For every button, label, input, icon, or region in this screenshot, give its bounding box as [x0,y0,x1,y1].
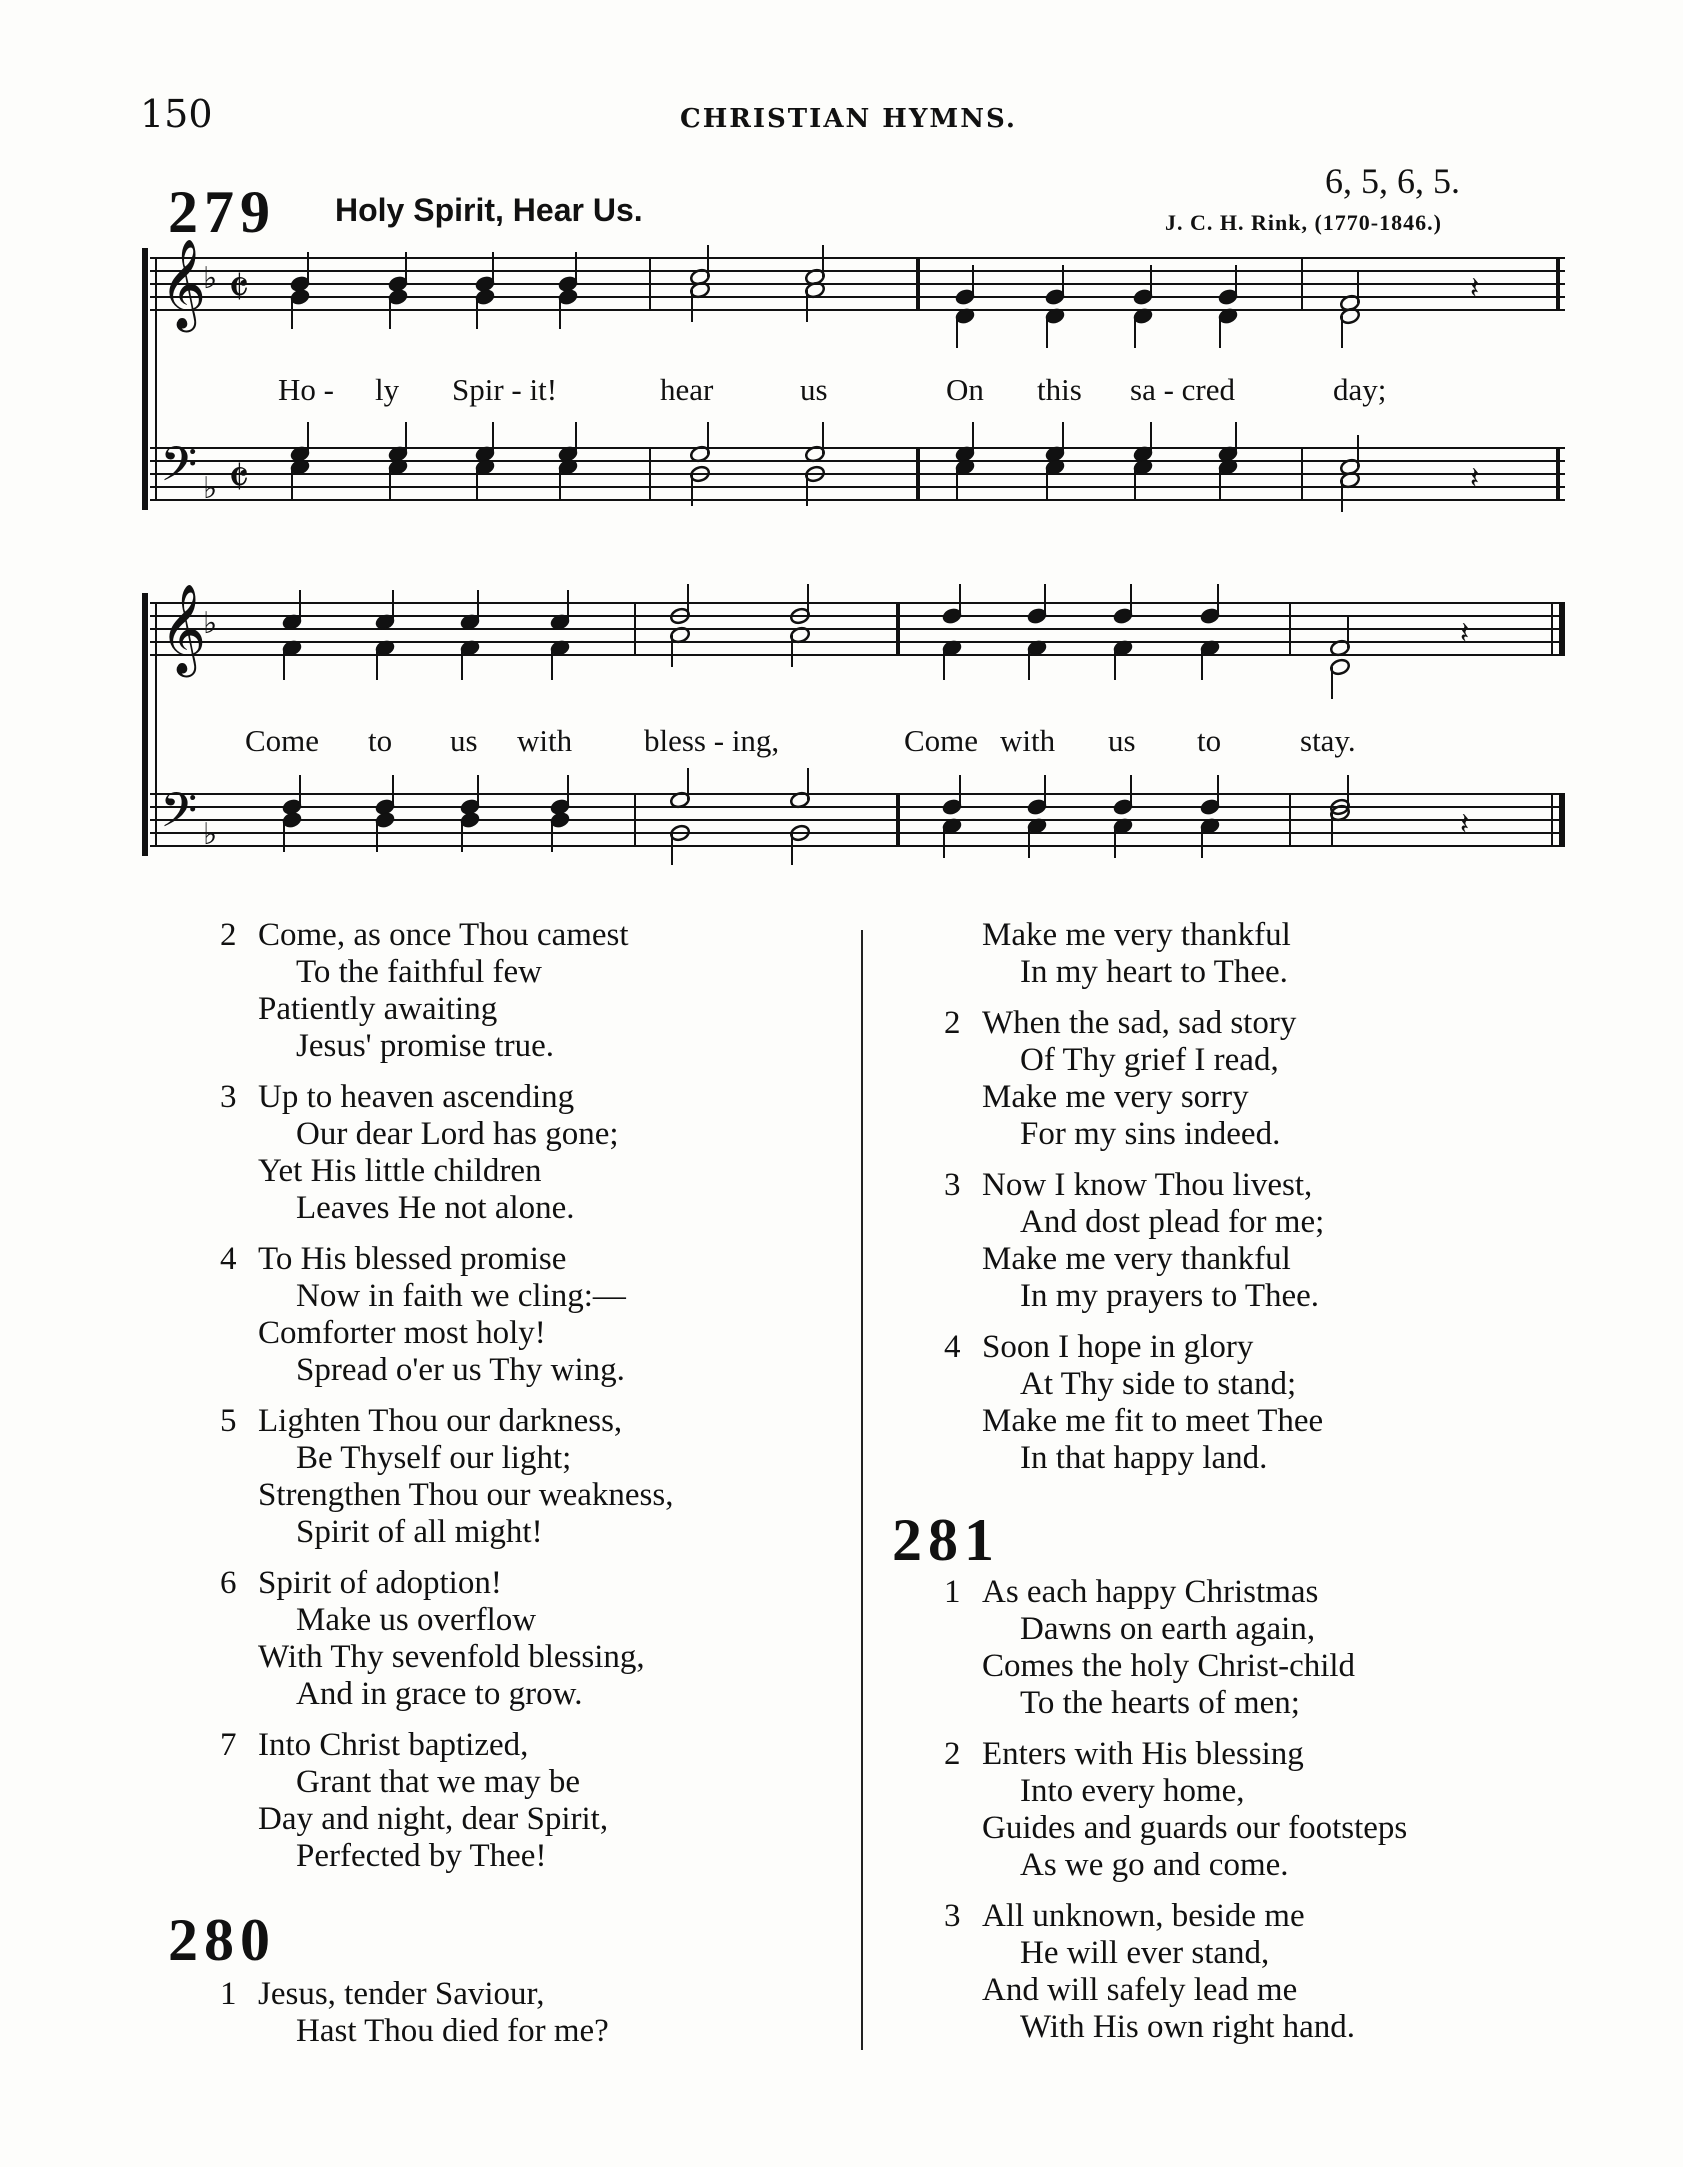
verse-number: 3 [220,1079,237,1115]
verse-number: 2 [944,1736,961,1772]
verse-line: Comes the holy Christ-child [982,1648,1356,1684]
verse-line: Spirit of adoption! [258,1565,502,1601]
verse-line: Now I know Thou livest, [982,1167,1313,1203]
column-divider [861,930,863,2050]
hymn-281-number: 281 [892,1507,1000,1573]
flat-icon: ♭ [203,471,218,506]
verse-line: Make me very thankful [982,917,1291,953]
verse-line: Up to heaven ascending [258,1079,575,1115]
stanza [220,1565,818,1713]
verse-line: Be Thyself our light; [296,1440,572,1476]
verse-line: Make me very thankful [982,1241,1291,1277]
cut-time-icon: 𝄵 [228,260,250,316]
verse-line: Yet His little children [258,1153,542,1189]
verse-line: Spirit of all might! [296,1514,543,1550]
lyric-syllable: On [946,372,984,407]
verse-line: At Thy side to stand; [1020,1366,1297,1402]
treble-clef-icon: 𝄞 [160,584,207,674]
hymn-279-composer: J. C. H. Rink, (1770-1846.) [1165,210,1442,235]
verse-line: Make me very sorry [982,1079,1249,1115]
verse-line: To the faithful few [296,954,543,990]
hymn-279-verses [220,917,818,1889]
lyric-syllable: ly [375,372,400,407]
verse-line: All unknown, beside me [982,1898,1305,1934]
verse-line: Jesus' promise true. [296,1028,554,1064]
verse-line: Patiently awaiting [258,991,498,1027]
verse-line: As we go and come. [1020,1847,1289,1883]
verse-line: Leaves He not alone. [296,1190,575,1226]
stanza [220,1241,818,1389]
verse-number: 2 [220,917,237,953]
verse-line: Day and night, dear Spirit, [258,1801,609,1837]
verse-line: In my heart to Thee. [1020,954,1288,990]
verse-line: Enters with His blessing [982,1736,1304,1772]
verse-line: With Thy sevenfold blessing, [258,1639,645,1675]
lyric-syllable: Spir - it! [452,372,558,407]
lyric-syllable: Ho - [278,372,334,407]
verse-line: He will ever stand, [1020,1935,1270,1971]
verse-line: Into every home, [1020,1773,1245,1809]
bass-clef-icon: 𝄢 [160,436,198,504]
flat-icon: ♭ [203,261,218,296]
verse-line: Our dear Lord has gone; [296,1116,619,1152]
stanza [220,1079,818,1227]
stanza [944,1736,1622,1884]
running-head: CHRISTIAN HYMNS. [680,104,1017,134]
flat-icon: ♭ [203,817,218,852]
stanza [220,917,818,1065]
lyric-syllable: us [1108,723,1136,758]
verse-line: In my prayers to Thee. [1020,1278,1320,1314]
verse-line: Comforter most holy! [258,1315,546,1351]
lyric-syllable: stay. [1300,723,1356,758]
verse-line: Spread o'er us Thy wing. [296,1352,625,1388]
flat-icon: ♭ [203,606,218,641]
verse-number: 6 [220,1565,237,1601]
verse-line: And in grace to grow. [296,1676,583,1712]
verse-line: With His own right hand. [1020,2009,1356,2045]
verse-line: Make us overflow [296,1602,537,1638]
verse-line: Of Thy grief I read, [1020,1042,1279,1078]
rest-icon: 𝄽 [1470,461,1480,496]
lyric-syllable: with [517,723,573,758]
stanza [944,1329,1622,1477]
rest-icon: 𝄽 [1460,616,1470,651]
stanza [220,1403,818,1551]
verse-line: To the hearts of men; [1020,1685,1300,1721]
verse-number: 4 [944,1329,961,1365]
verse-number: 5 [220,1403,237,1439]
cut-time-icon: 𝄵 [228,450,250,506]
verse-number: 1 [944,1574,961,1610]
lyric-syllable: with [1000,723,1056,758]
verse-line: Strengthen Thou our weakness, [258,1477,674,1513]
lyric-syllable: to [368,723,393,758]
verse-line: Soon I hope in glory [982,1329,1254,1365]
verse-line: Lighten Thou our darkness, [258,1403,623,1439]
music-score [0,0,1683,900]
verse-line: As each happy Christmas [982,1574,1319,1610]
verse-line: Dawns on earth again, [1020,1611,1316,1647]
lyric-syllable: bless - ing, [644,723,780,758]
stanza [944,1898,1622,2046]
verse-number: 2 [944,1005,961,1041]
lyric-syllable: us [450,723,478,758]
hymn-279-number: 279 [168,179,276,245]
lyric-syllable: us [800,372,828,407]
stanza [944,1167,1622,1315]
verse-line: To His blessed promise [258,1241,567,1277]
stanza [944,1574,1622,1722]
stanza [220,1727,818,1875]
verse-line: When the sad, sad story [982,1005,1297,1041]
verse-line: And will safely lead me [982,1972,1298,2008]
verse-line: Jesus, tender Saviour, [258,1976,545,2012]
lyric-syllable: this [1037,372,1082,407]
verse-line: For my sins indeed. [1020,1116,1281,1152]
verse-line: Grant that we may be [296,1764,581,1800]
hymn-280-verses-right [944,917,1622,1491]
verse-number: 3 [944,1898,961,1934]
verse-line: And dost plead for me; [1020,1204,1325,1240]
verse-line: Hast Thou died for me? [296,2013,609,2049]
hymn-280-number: 280 [168,1907,276,1973]
stanza [982,917,1622,991]
hymn-279-title: Holy Spirit, Hear Us. [335,192,643,228]
lyric-syllable: day; [1333,372,1387,407]
verse-line: Into Christ baptized, [258,1727,529,1763]
hymn-279-meter: 6, 5, 6, 5. [1325,161,1460,201]
lyric-syllable: sa - cred [1130,372,1235,407]
hymn-281-verses [944,1574,1622,2060]
verse-line: Perfected by Thee! [296,1838,547,1874]
verse-number: 1 [220,1976,237,2012]
hymn-280-verses-left [220,1976,818,2064]
verse-number: 3 [944,1167,961,1203]
verse-number: 7 [220,1727,237,1763]
verse-line: Make me fit to meet Thee [982,1403,1324,1439]
verse-line: Now in faith we cling:— [296,1278,626,1314]
rest-icon: 𝄽 [1460,807,1470,842]
verse-line: Guides and guards our footsteps [982,1810,1408,1846]
verse-number: 4 [220,1241,237,1277]
lyric-syllable: Come [245,723,320,758]
stanza [220,1976,818,2050]
page-number: 150 [140,92,213,136]
lyric-syllable: Come [904,723,979,758]
verse-line: In that happy land. [1020,1440,1268,1476]
bass-clef-icon: 𝄢 [160,782,198,850]
rest-icon: 𝄽 [1470,271,1480,306]
verse-line: Come, as once Thou camest [258,917,629,953]
lyric-syllable: to [1197,723,1222,758]
stanza [944,1005,1622,1153]
treble-clef-icon: 𝄞 [160,239,207,329]
lyric-syllable: hear [660,372,714,407]
